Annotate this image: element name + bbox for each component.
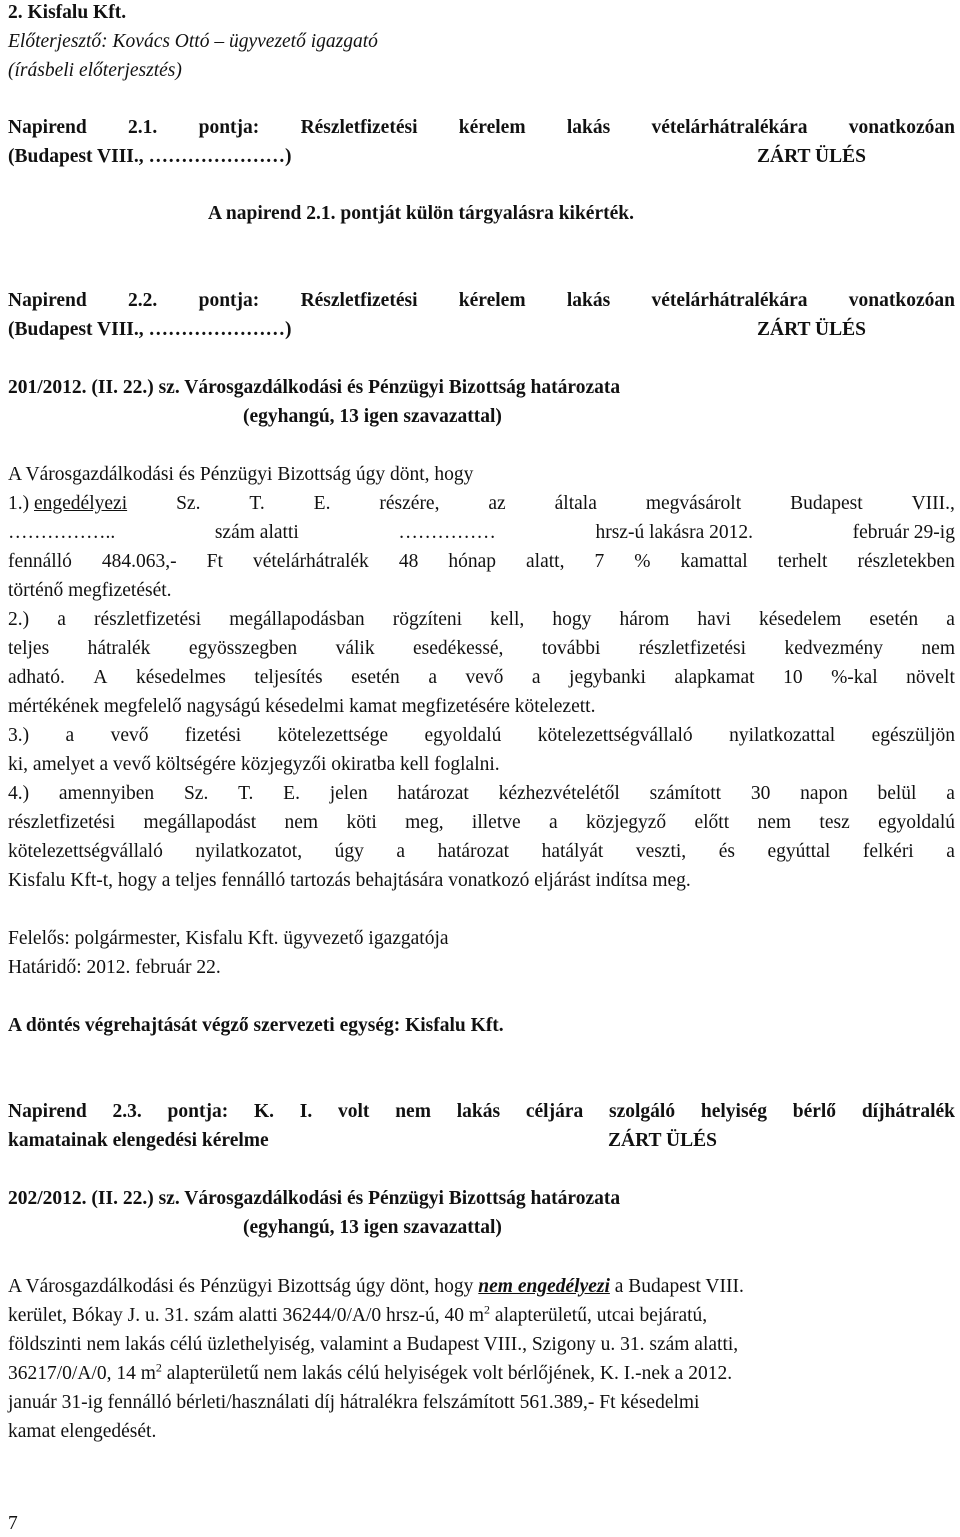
section-title: 2. Kisfalu Kft. <box>8 2 127 23</box>
resolution-202-heading: 202/2012. (II. 22.) sz. Városgazdálkodási és Pénzügyi Bizottság határozata <box>8 1188 621 1209</box>
resolution-202-line3: földszinti nem lakás célú üzlethelyiség, valamint a Budapest VIII., Szigony u. 31. szám alatti, <box>8 1334 739 1355</box>
resolution-201-point4-line3: kötelezettségvállaló nyilatkozatot, úgy a határozat hatályát veszti, és egyúttal felkéri a <box>8 841 955 862</box>
agenda-2-2-heading-line2: (Budapest VIII., …………………) ZÁRT ÜLÉS <box>8 319 866 340</box>
agenda-2-3-heading-line2: kamatainak elengedési kérelme ZÁRT ÜLÉS <box>8 1130 717 1151</box>
page-number: 7 <box>8 1513 18 1534</box>
resolution-201-point3-line1: 3.) a vevő fizetési kötelezettsége egyoldalú kötelezettségvállaló nyilatkozattal egészüljön <box>8 725 955 746</box>
agenda-2-1-heading-line2: (Budapest VIII., …………………) ZÁRT ÜLÉS <box>8 146 866 167</box>
resolution-201-point3-line2: ki, amelyet a vevő költségére közjegyzői okiratba kell foglalni. <box>8 754 500 775</box>
resolution-201-point1-line2: …………….. szám alatti …………… hrsz-ú lakásra 2012. február 29-ig <box>8 522 955 543</box>
agenda-2-1-heading: Napirend 2.1. pontja: Részletfizetési kérelem lakás vételárhátralékára vonatkozóan <box>8 117 955 138</box>
closed-session-label: ZÁRT ÜLÉS <box>757 319 866 340</box>
resolution-202-line4: 36217/0/A/0, 14 $m^2$ alapterületű nem lakás célú helyiségek volt bérlőjének, K. I.-nek a 2012. <box>8 1360 733 1384</box>
resolution-201-vote: (egyhangú, 13 igen szavazattal) <box>243 406 502 427</box>
resolution-201-intro: A Városgazdálkodási és Pénzügyi Bizottság úgy dönt, hogy <box>8 464 474 485</box>
closed-session-label: ZÁRT ÜLÉS <box>757 146 866 167</box>
agenda-2-1-note: A napirend 2.1. pontját külön tárgyalásra kikérték. <box>208 203 634 224</box>
resolution-201-point2-line2: teljes hátralék egyösszegben válik esedékessé, további részletfizetési kedvezmény nem <box>8 638 955 659</box>
resolution-201-point1-line4: történő megfizetését. <box>8 580 172 601</box>
resolution-201-point1-line1: 1.) engedélyezi Sz. T. E. részére, az általa megvásárolt Budapest VIII., <box>8 493 955 514</box>
resolution-202-line5: január 31-ig fennálló bérleti/használati díj hátralékra felszámított 561.389,- Ft késedelmi <box>8 1392 700 1413</box>
responsible-line: Felelős: polgármester, Kisfalu Kft. ügyvezető igazgatója <box>8 928 449 949</box>
resolution-202-line6: kamat elengedését. <box>8 1421 157 1442</box>
resolution-201-point4-line1: 4.) amennyiben Sz. T. E. jelen határozat kézhezvételétől számított 30 napon belül a <box>8 783 955 804</box>
resolution-201-point2-line4: mértékének megfelelő nagyságú késedelmi kamat megfizetésére kötelezett. <box>8 696 596 717</box>
resolution-201-point2-line1: 2.) a részletfizetési megállapodásban rögzíteni kell, hogy három havi késedelem esetén a <box>8 609 955 630</box>
deadline-line: Határidő: 2012. február 22. <box>8 957 221 978</box>
submission-mode: (írásbeli előterjesztés) <box>8 60 182 81</box>
resolution-201-point4-line4: Kisfalu Kft-t, hogy a teljes fennálló tartozás behajtására vonatkozó eljárást indítsa meg. <box>8 870 691 891</box>
resolution-202-line2: kerület, Bókay J. u. 31. szám alatti 36244/0/A/0 hrsz-ú, 40 $m^2$ alapterületű, utcai bejáratú, <box>8 1302 708 1326</box>
resolution-201-point4-line2: részletfizetési megállapodást nem köti meg, illetve a közjegyző előtt nem tesz egyoldalú <box>8 812 955 833</box>
resolution-201-point1-line3: fennálló 484.063,- Ft vételárhátralék 48 hónap alatt, 7 % kamattal terhelt részletekben <box>8 551 955 572</box>
resolution-201-point2-line3: adható. A késedelmes teljesítés esetén a vevő a jegybanki alapkamat 10 %-kal növelt <box>8 667 955 688</box>
closed-session-label: ZÁRT ÜLÉS <box>608 1130 717 1151</box>
permits-keyword: engedélyezi <box>34 493 128 514</box>
resolution-202-vote: (egyhangú, 13 igen szavazattal) <box>243 1217 502 1238</box>
presenter-line: Előterjesztő: Kovács Ottó – ügyvezető igazgató <box>8 31 378 52</box>
not-permitted-keyword: nem engedélyezi <box>478 1276 610 1297</box>
resolution-201-heading: 201/2012. (II. 22.) sz. Városgazdálkodási és Pénzügyi Bizottság határozata <box>8 377 621 398</box>
agenda-2-2-heading: Napirend 2.2. pontja: Részletfizetési kérelem lakás vételárhátralékára vonatkozóan <box>8 290 955 311</box>
executor-line: A döntés végrehajtását végző szervezeti egység: Kisfalu Kft. <box>8 1015 504 1036</box>
agenda-2-3-heading: Napirend 2.3. pontja: K. I. volt nem lakás céljára szolgáló helyiség bérlő díjhátralék <box>8 1101 955 1122</box>
resolution-202-line1: A Városgazdálkodási és Pénzügyi Bizottság úgy dönt, hogy nem engedélyezi a Budapest VIII. <box>8 1276 744 1297</box>
